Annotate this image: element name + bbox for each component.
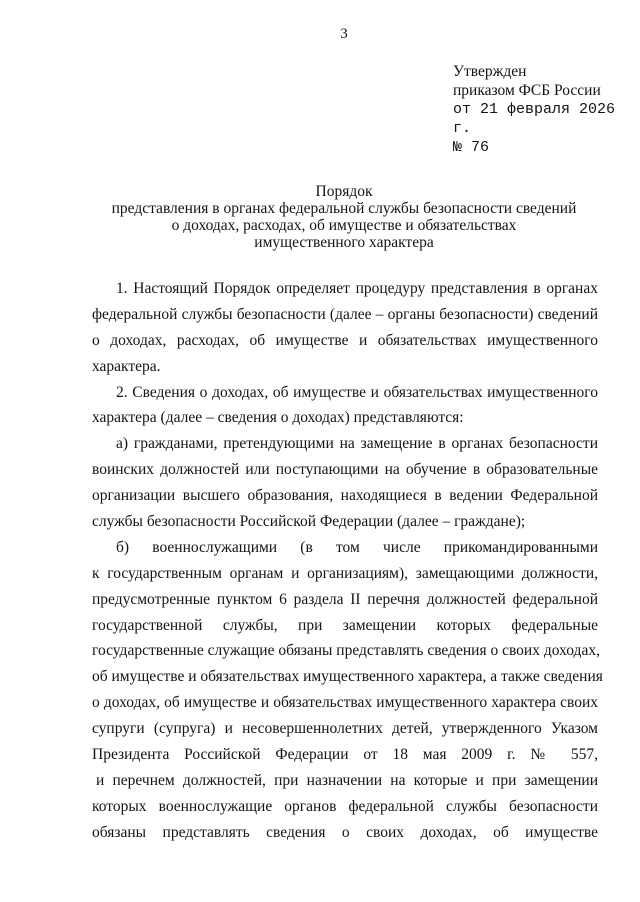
paragraph-line: государственные служащие обязаны представлять сведения о своих доходах, [92,642,600,660]
paragraph-line: Президента Российской Федерации от 18 мая 2009 г. № 557, [92,746,598,764]
paragraph-line: 2. Сведения о доходах, об имуществе и обязательствах имущественного [116,383,598,401]
approval-line-approved: Утвержден [453,63,527,80]
document-body [92,276,603,846]
paragraph-line: службы безопасности Российской Федерации (далее – граждане); [92,513,526,531]
title-line: о доходах, расходах, об имуществе и обязательствах [171,217,517,234]
paragraph-line: 1. Настоящий Порядок определяет процедуру представления в органах [116,280,598,297]
paragraph-line: к государственным органам и организациям), замещающими должности, [92,564,598,582]
paragraph-line: которых военнослужащие органов федеральной службы безопасности [92,797,598,815]
title-line: имущественного характера [254,234,434,251]
paragraph-line: б) военнослужащими (в том числе прикомандированными [116,538,598,556]
paragraph-line: о доходах, об имуществе и обязательствах имущественного характера своих [92,694,598,712]
paragraph-line: обязаны представлять сведения о своих доходах, об имуществе [92,823,598,841]
approval-line-number: № 76 [453,139,490,156]
paragraph-line: а) гражданами, претендующими на замещение в органах безопасности [116,435,598,453]
page-number: 3 [340,26,348,42]
title-line: Порядок [315,183,373,200]
paragraph-line: организации высшего образования, находящиеся в ведении Федеральной [92,487,598,505]
document-title [0,183,640,251]
approval-stamp [453,62,640,157]
paragraph-line: характера. [92,357,161,375]
paragraph-line: федеральной службы безопасности (далее – органы безопасности) сведений [92,305,598,323]
paragraph-line: супруги (супруга) и несовершеннолетних детей, утвержденного Указом [92,720,598,738]
paragraph-line: об имуществе и обязательствах имущественного характера, а также сведения [92,668,603,686]
paragraph-line: воинских должностей или поступающими на обучение в образовательные [92,461,598,479]
paragraph-line: предусмотренные пунктом 6 раздела II перечня должностей федеральной [92,590,598,608]
approval-line-date: от 21 февраля 2026 г. [453,101,616,137]
approval-line-order: приказом ФСБ России [453,82,601,99]
title-line: представления в органах федеральной службы безопасности сведений [111,200,577,217]
paragraph-line: государственной службы, при замещении которых федеральные [92,616,598,634]
paragraph-line: и перечнем должностей, при назначении на которые и при замещении [96,771,598,789]
paragraph-line: характера (далее – сведения о доходах) представляются: [92,409,464,427]
paragraph-line: о доходах, расходах, об имуществе и обязательствах имущественного [92,331,598,349]
